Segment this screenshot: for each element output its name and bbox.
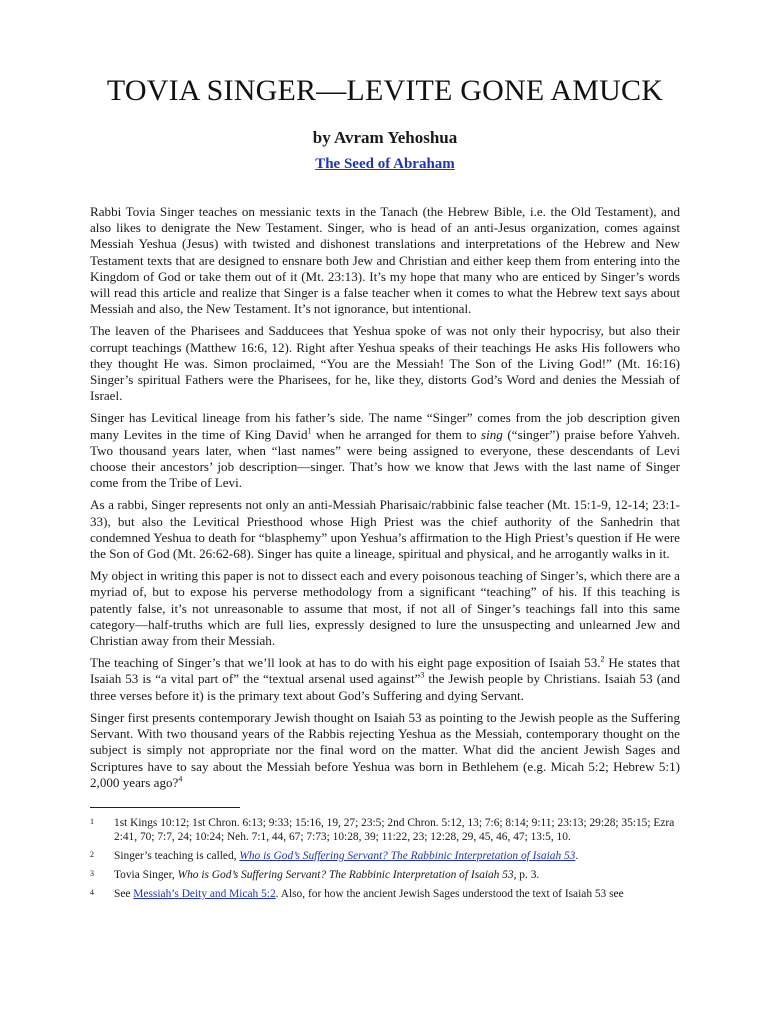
footnote-3-suffix: , p. 3. [513, 868, 540, 881]
footnote-2-prefix: Singer’s teaching is called, [114, 849, 240, 862]
footnote-4 [90, 887, 680, 901]
footnote-2 [90, 849, 680, 863]
page-title: TOVIA SINGER—LEVITE GONE AMUCK [106, 74, 664, 107]
paragraph-6-text-b: He states that Isaiah 53 is “a vital part of” the “textual arsenal used against” [90, 655, 680, 687]
footnote-text [114, 868, 680, 882]
paragraph-6-text-c: the Jewish people by Christians. Isaiah 53 (and three verses before it) is the primary text about God’s Suffering and dying Servant. [90, 671, 680, 703]
paragraph-3-text-c: (“singer”) praise before Yahveh. Two thousand years later, when “last names” were being assigned to everyone, these descendants of Levi choose their ancestors’ job description—singer. That’s how we know that Jews with the last name of Singer come from the Tribe of Levi. [90, 426, 680, 491]
paragraph-6 [90, 655, 680, 704]
footnote-1 [90, 816, 680, 844]
paragraph-3-text-a: Singer has Levitical lineage from his father’s side. The name “Singer” comes from the job description given many Levites in the time of King David [90, 410, 680, 442]
paragraph-5: My object in writing this paper is not to dissect each and every poisonous teaching of Singer’s, which there are a myriad of, but to expose his perverse methodology from a significant “teaching” of his. If this teaching is patently false, it’s not unreasonable to assume that most, if not all of Singer’s teachings fall into this same category—half-truths which are full lies, expressly designed to lure the unsuspecting and unlearned Jew and Christian away from their Messiah. [90, 568, 680, 649]
footnote-3-prefix: Tovia Singer, [114, 868, 178, 881]
footnote-text: 1st Kings 10:12; 1st Chron. 6:13; 9:33; 15:16, 19, 27; 23:5; 2nd Chron. 5:12, 13; 7:6; 8:14; 9:11; 23:13; 29:28; 35:15; Ezra 2:41, 70; 7:7, 24; 10:24; Neh. 7:1, 44, 67; 7:73; 10:28, 39; 11:22, 23; 12:28, 29, 45, 46, 47; 13:5, 10. [114, 816, 675, 843]
footnote-4-suffix: . Also, for how the ancient Jewish Sages understood the text of Isaiah 53 see [275, 887, 624, 900]
footnote-ref-4[interactable]: 4 [178, 774, 183, 784]
author-byline: by Avram Yehoshua [312, 128, 458, 147]
paragraph-6-text-a: The teaching of Singer’s that we’ll look at has to do with his eight page exposition of Isaiah 53. [90, 655, 601, 671]
footnote-2-link[interactable]: Who is God’s Suffering Servant? The Rabbinic Interpretation of Isaiah 53 [239, 849, 576, 862]
footnote-number: 2 [90, 849, 94, 859]
footnote-text [114, 849, 680, 863]
paragraph-3-emphasis: sing [481, 426, 503, 442]
footnote-2-suffix: . [575, 849, 579, 862]
footnote-4-link[interactable]: Messiah’s Deity and Micah 5:2 [133, 887, 276, 900]
footnote-3-title: Who is God’s Suffering Servant? The Rabbinic Interpretation of Isaiah 53 [177, 868, 514, 881]
footnotes-section [90, 816, 680, 901]
paragraph-2: The leaven of the Pharisees and Sadducees that Yeshua spoke of was not only their hypocrisy, but also their corrupt teachings (Matthew 16:6, 12). Right after Yeshua speaks of their teachings He asks His followers who they thought He was. Simon proclaimed, “You are the Messiah! The Son of the Living God!” (Mt. 16:16) Singer’s spiritual Fathers were the Pharisees, for he, like they, distorts God’s Word and denies the Messiah of Israel. [90, 323, 680, 404]
footnote-text [114, 887, 680, 901]
site-link[interactable]: The Seed of Abraham [315, 156, 455, 172]
footnote-4-prefix: See [114, 887, 134, 900]
paragraph-7-text: Singer first presents contemporary Jewish thought on Isaiah 53 as pointing to the Jewish people as the Suffering Servant. With two thousand years of the Rabbis rejecting Yeshua as the Messiah, contemporary thought on the subject is simply not appropriate nor the final word on the matter. What did the ancient Jewish Sages and Scriptures have to say about the Messiah before Yeshua was born in Bethlehem (e.g. Micah 5:2; Hebrew 5:1) 2,000 years ago? [90, 709, 680, 790]
footnote-ref-1[interactable]: 1 [307, 426, 312, 436]
footnote-ref-2[interactable]: 2 [600, 654, 605, 664]
footnote-ref-3[interactable]: 3 [420, 671, 425, 681]
footnote-3 [90, 868, 680, 882]
paragraph-4: As a rabbi, Singer represents not only an anti-Messiah Pharisaic/rabbinic false teacher (Mt. 15:1-9, 12-14; 23:1-33), but also the Levitical Priesthood whose High Priest was the chief authority of the Sanhedrin that condemned Yeshua to death for “blasphemy” upon Yeshua’s affirmation to the High Priest’s question if He were the Son of God (Mt. 26:62-68). Singer has quite a lineage, spiritual and physical, and he arrogantly walks in it. [90, 497, 680, 562]
article-body [90, 204, 680, 791]
footnote-divider [90, 807, 240, 808]
footnote-number: 3 [90, 868, 94, 878]
paragraph-3 [90, 410, 680, 491]
paragraph-7 [90, 710, 680, 791]
paragraph-1: Rabbi Tovia Singer teaches on messianic texts in the Tanach (the Hebrew Bible, i.e. the Old Testament), and also likes to denigrate the New Testament. Singer, who is head of an anti-Jesus organization, comes against Messiah Yeshua (Jesus) with twisted and dishonest translations and interpretations of the Hebrew and New Testament texts that are designed to ensnare both Jew and Christian and either keep them from entering into the Kingdom of God or take them out of it (Mt. 23:13). It’s my hope that many who are enticed by Singer’s words will read this article and realize that Singer is a false teacher when it comes to what the Hebrew text says about Messiah and also, the New Testament. It’s not ignorance, but intentional. [90, 204, 680, 317]
footnote-number: 1 [90, 816, 94, 826]
footnote-number: 4 [90, 887, 94, 897]
paragraph-3-text-b: when he arranged for them to [311, 426, 482, 442]
